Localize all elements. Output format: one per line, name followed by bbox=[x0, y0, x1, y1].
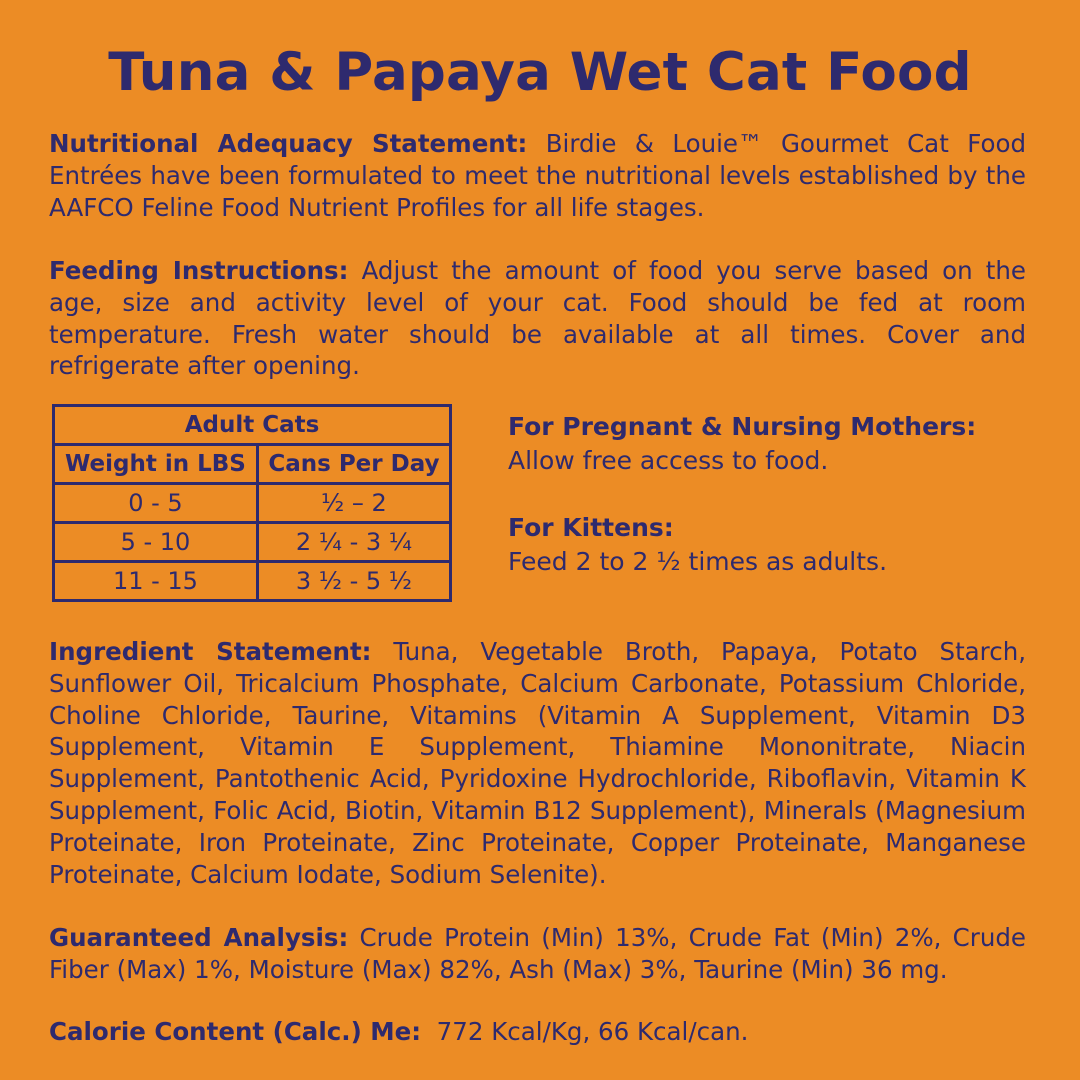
table-title: Adult Cats bbox=[54, 406, 451, 445]
ingredient-statement-text: Tuna, Vegetable Broth, Papaya, Potato Starch, Sunflower Oil, Tricalcium Phosphate, Calcium Carbonate, Potassium Chloride, Choline Chloride, Taurine, Vitamins (Vitamin A Supplement, Vitamin D3 Supplement, Vitamin E Supplement, Thiamine Mononitrate, Niacin Supplement, Pantothenic Acid, Pyridoxine Hydrochloride, Riboflavin, Vitamin K Supplement, Folic Acid, Biotin, Vitamin B12 Supplement), Minerals (Magnesium Proteinate, Iron Proteinate, Zinc Proteinate, Copper Proteinate, Manganese Proteinate, Calcium Iodate, Sodium Selenite). bbox=[49, 637, 1027, 889]
kittens-section bbox=[508, 511, 1028, 579]
nutritional-adequacy-label: Nutritional Adequacy Statement: bbox=[49, 129, 528, 158]
table-header-row bbox=[54, 445, 451, 484]
table-row bbox=[54, 562, 451, 601]
guaranteed-analysis-text: Crude Protein (Min) 13%, Crude Fat (Min) 2%, Crude Fiber (Max) 1%, Moisture (Max) 82%, Ash (Max) 3%, Taurine (Min) 36 mg. bbox=[49, 923, 1026, 984]
pregnant-nursing-heading: For Pregnant & Nursing Mothers: bbox=[508, 412, 977, 441]
guaranteed-analysis bbox=[49, 922, 1026, 986]
guaranteed-analysis-label: Guaranteed Analysis: bbox=[49, 923, 349, 952]
table-row bbox=[54, 523, 451, 562]
kittens-text: Feed 2 to 2 ½ times as adults. bbox=[508, 547, 888, 576]
nutritional-adequacy-text: Birdie & Louie™ Gourmet Cat Food Entrées have been formulated to meet the nutritional levels established by the AAFCO Feline Food Nutrient Profiles for all life stages. bbox=[49, 129, 1026, 222]
column-header-weight: Weight in LBS bbox=[54, 445, 258, 484]
adult-cats-feeding-table bbox=[52, 404, 452, 602]
ingredient-statement bbox=[49, 636, 1026, 890]
calorie-content bbox=[49, 1016, 1026, 1048]
pregnant-nursing-section bbox=[508, 410, 1028, 478]
feeding-instructions-label: Feeding Instructions: bbox=[49, 256, 349, 285]
table-cell-cans: ½ – 2 bbox=[257, 484, 450, 523]
page-title: Tuna & Papaya Wet Cat Food bbox=[108, 42, 972, 103]
table-cell-weight: 11 - 15 bbox=[54, 562, 258, 601]
feeding-instructions-text: Adjust the amount of food you serve based on the age, size and activity level of your cat. Food should be fed at room temperature. Fresh water should be available at all times. Cover and refrigerate after opening. bbox=[49, 256, 1026, 381]
table-cell-weight: 5 - 10 bbox=[54, 523, 258, 562]
table-cell-cans: 3 ½ - 5 ½ bbox=[257, 562, 450, 601]
table-row bbox=[54, 484, 451, 523]
table-cell-weight: 0 - 5 bbox=[54, 484, 258, 523]
feeding-instructions bbox=[49, 255, 1026, 382]
kittens-heading: For Kittens: bbox=[508, 513, 674, 542]
column-header-cans: Cans Per Day bbox=[257, 445, 450, 484]
pregnant-nursing-text: Allow free access to food. bbox=[508, 446, 829, 475]
ingredient-statement-label: Ingredient Statement: bbox=[49, 637, 372, 666]
nutritional-adequacy-statement bbox=[49, 128, 1026, 223]
calorie-content-text: 772 Kcal/Kg, 66 Kcal/can. bbox=[421, 1017, 749, 1046]
table-title-row bbox=[54, 406, 451, 445]
table-cell-cans: 2 ¼ - 3 ¼ bbox=[257, 523, 450, 562]
calorie-content-label: Calorie Content (Calc.) Me: bbox=[49, 1017, 422, 1046]
